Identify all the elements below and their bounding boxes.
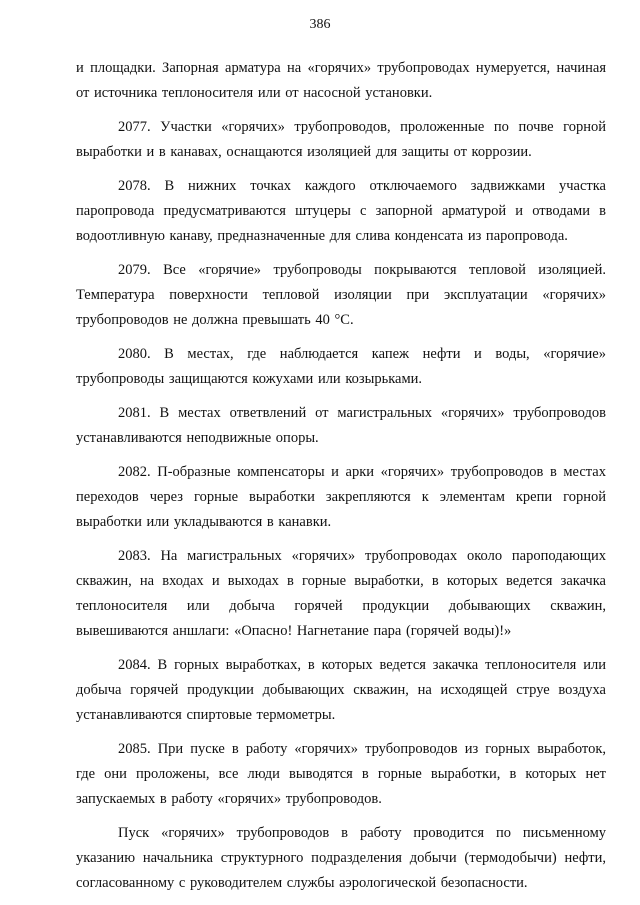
paragraph-2079: 2079. Все «горячие» трубопроводы покрываются тепловой изоляцией. Температура поверхности тепловой изоляции при эксплуатации «горячих» трубопроводов не должна превышать 40 °С. xyxy=(76,262,606,328)
paragraph-2084: 2084. В горных выработках, в которых ведется закачка теплоносителя или добыча горячей продукции добывающих скважин, на исходящей струе воздуха устанавливаются спиртовые термометры. xyxy=(76,657,606,723)
paragraph-2081: 2081. В местах ответвлений от магистральных «горячих» трубопроводов устанавливаются неподвижные опоры. xyxy=(76,405,606,446)
paragraph-startup-note: Пуск «горячих» трубопроводов в работу проводится по письменному указанию начальника структурного подразделения добычи (термодобычи) нефти, согласованному с руководителем службы аэрологической безопасности. xyxy=(76,825,606,891)
paragraph-2078: 2078. В нижних точках каждого отключаемого задвижками участка паропровода предусматриваются штуцеры с запорной арматурой и отводами в водоотливную канаву, предназначенные для слива конденсата из паропровода. xyxy=(76,178,606,244)
paragraph-2082: 2082. П-образные компенсаторы и арки «горячих» трубопроводов в местах переходов через горные выработки закрепляются к элементам крепи горной выработки или укладываются в канавки. xyxy=(76,464,606,530)
page-body xyxy=(76,56,606,905)
paragraph-2085: 2085. При пуске в работу «горячих» трубопроводов из горных выработок, где они проложены, все люди выводятся в горные выработки, в которых нет запускаемых в работу «горячих» трубопроводов. xyxy=(76,741,606,807)
paragraph-2077: 2077. Участки «горячих» трубопроводов, проложенные по почве горной выработки и в канавах, оснащаются изоляцией для защиты от коррозии. xyxy=(76,119,606,160)
paragraph-2080: 2080. В местах, где наблюдается капеж нефти и воды, «горячие» трубопроводы защищаются кожухами или козырьками. xyxy=(76,346,606,387)
paragraph-continuation: и площадки. Запорная арматура на «горячих» трубопроводах нумеруется, начиная от источника теплоносителя или от насосной установки. xyxy=(76,60,606,101)
page-number: 386 xyxy=(309,17,331,32)
paragraph-2083: 2083. На магистральных «горячих» трубопроводах около пароподающих скважин, на входах и выходах в горные выработки, в которых ведется закачка теплоносителя или добыча горячей продукции добывающих скважин, вывешиваются аншлаги: «Опасно! Нагнетание пара (горячей воды)!» xyxy=(76,548,606,639)
